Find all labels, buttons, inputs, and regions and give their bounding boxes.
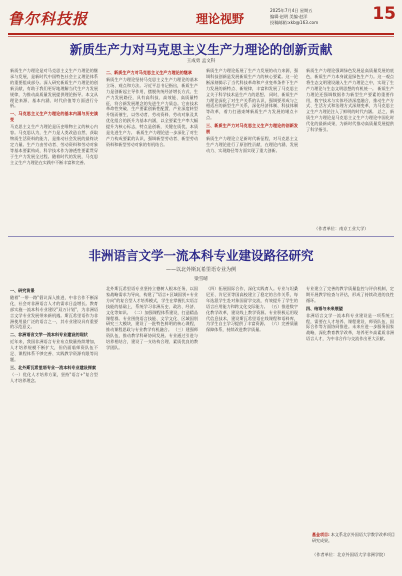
article2-paragraph: 北外斯瓦希里语专业坚持立德树人根本任务，以国家战略需求为导向，构建了"语言+区域国别+专业方向"的复合型人才培养模式，学生在掌握扎实语言技能的基础上，系统学习非洲历史、政治、经济、文化等知识。: [106, 286, 198, 315]
newspaper-brand: 鲁尔科技报: [8, 10, 89, 28]
masthead-rule-thin: [8, 36, 394, 37]
article2-paragraph: （四）拓展国际合作，深化实践育人。专业与坦桑尼亚、肯尼亚等国高校建立了稳定的合作关系，每年选派学生赴对象国留学交流，有效提升了学生的语言应用能力和跨文化交际能力。: [206, 286, 298, 309]
fund-text: 本文系北京外国语大学教学改革项目研究成果。: [312, 532, 395, 543]
article1-paragraph: 总之，新质生产力理论是马克思主义生产力理论中国化时代化的最新成果，为新时代推动高质量发展提供了科学指引。: [306, 109, 394, 133]
article2-paragraph: （一）优化人才培养方案，坚持"语言+"复合型人才培养理念。: [10, 371, 98, 383]
article1-headline: 新质生产力对马克思主义生产力理论的创新贡献: [69, 42, 333, 57]
article2-column-2: [106, 286, 198, 570]
article2-headline: 非洲语言文学一流本科专业建设路径研究: [88, 248, 314, 263]
article1-paragraph: 新质生产力理论强调绿色发展是高质量发展的底色，新质生产力本身就是绿色生产力。这一观点将生态文明建设融入生产力理论之中，实现了生产力理论与生态文明思想的有机统一。: [306, 68, 394, 91]
article1-paragraph: 马克思主义生产力理论是历史唯物主义的核心内容。马克思认为，生产力是人类改造自然、获取物质生活资料的能力，是推动社会发展的最终决定力量。生产力由劳动者、劳动资料和劳动对象等基本要素构成，科学技术作为渗透性要素贯穿于生产力发展全过程。随着时代的发展，马克思主义生产力理论在实践中不断丰富和完善。: [10, 124, 98, 165]
section-title: 理论视野: [196, 12, 245, 26]
article2-byline: 梁雪晴: [194, 277, 208, 282]
article1-column-2: [106, 68, 198, 228]
article2-paragraph: 随着"一带一路"倡议深入推进，中非合作不断深化，社会对非洲语言人才的需求日益增长。教育部实施一流本科专业建设"双万计划"，为非洲语言文学专业发展带来新机遇。斯瓦希里语作为非洲使用最广泛的语言之一，其专业建设具有重要的示范意义。: [10, 294, 98, 330]
article1-column-1: [10, 68, 98, 228]
article1-column-3: [206, 68, 298, 228]
issue-editors: 编辑·赵明 美编·赵洋: [270, 14, 308, 19]
article1-subheading-2: 二、新质生产力对马克思主义生产力理论的继承: [106, 70, 192, 75]
article2-column-4: [306, 286, 394, 528]
article2-subheading-2: 二、非洲语言文学一流本科专业建设的现状: [10, 332, 88, 338]
article2-paragraph: （五）推进数字化教学改革，建设线上教学资源。专业积极运用现代信息技术，建设斯瓦希里语在线课程和语料库，为学生自主学习提供了丰富资源。: [206, 303, 298, 327]
article2-fund-note: [312, 532, 398, 543]
masthead-rule: [8, 33, 394, 35]
article2-paragraph: 专业建立了完善的教学质量监控与评价机制，定期开展教学检查与评估，形成了持续改进的良性循环。: [306, 286, 394, 303]
article2-paragraph: （二）加强课程体系建设，打造精品课程群。专业围绕语言技能、文学文化、区域国别研究三大模块，建设了一批特色鲜明的核心课程，推动课程思政与专业教学有机融合。: [106, 309, 198, 333]
article2-paragraph: （六）完善质量保障体系，持续改进教学质量。: [206, 321, 298, 333]
article2-subheadline: ——以北外斯瓦希里语专业为例: [165, 267, 236, 273]
article1-author-note: （作者单位：南京工业大学）: [314, 226, 369, 231]
article1-column-4: [306, 68, 394, 222]
article-divider: [8, 236, 394, 237]
article1-subheading-3: 三、新质生产力对马克思主义生产力理论的创新发展: [206, 123, 298, 135]
article1-paragraph: 新质生产力理论立足新时代新征程，对马克思主义生产力理论进行了原创性贡献，在理论内涵、发展动力、实现路径等方面实现了重大创新。: [206, 135, 298, 153]
fund-label: 基金项目:: [312, 532, 330, 537]
article1-subheading-1: 一、马克思主义生产力理论的基本内涵与历史演变: [10, 111, 98, 123]
article1-paragraph: 新质生产力理论进一步深化了对生产力构成要素的认识，强调新型劳动者、新型劳动资料和新型劳动对象的有机结合。: [106, 130, 198, 147]
article1-paragraph: 同时，新质生产力理论深化了对生产关系的认识，强调要形成与之相适应的新型生产关系，深化经济体制、科技体制等改革，着力打通束缚新质生产力发展的堵点卡点。: [206, 91, 298, 121]
article1-paragraph: 新质生产力理论还强调数据作为新型生产要素的重要作用，数字技术与实体经济深度融合，推动生产方式、生活方式和治理方式深刻变革，为马克思主义生产力理论注入了鲜明的时代内涵。: [306, 85, 394, 115]
article2-paragraph: 非洲语言文学一流本科专业建设是一项系统工程，需要在人才培养、课程建设、师资队伍、国际合作等方面协同推进。未来应进一步服务国家战略，深化教育教学改革，培养更多高素质非洲语言人才，为中非合作与交流作出更大贡献。: [306, 312, 394, 342]
article2-paragraph: （三）建强师资队伍，推动教学科研协同发展。专业通过引进与培养相结合，建设了一支结构合理、素质优良的教学团队。: [106, 327, 198, 351]
issue-meta: [270, 8, 370, 26]
article2-column-3: [206, 286, 298, 570]
issue-contact: 投稿邮箱:xkb@163.com: [270, 20, 319, 25]
article1-paragraph: 新质生产力理论坚持马克思主义生产力理论的基本立场、观点和方法。习近平总书记指出，新质生产力是创新起主导作用，摆脱传统经济增长方式、生产力发展路径，具有高科技、高效能、高质量特征，符合新发展理念的先进生产力质态。它由技术革命性突破、生产要素创新性配置、产业深度转型升级而催生，以劳动者、劳动资料、劳动对象及其优化组合的跃升为基本内涵，以全要素生产率大幅提升为核心标志，特点是创新，关键在质优，本质是先进生产力。: [106, 76, 198, 136]
page-number: 15: [372, 4, 396, 24]
article2-author-note: （作者单位：北京外国语大学非洲学院）: [312, 552, 388, 557]
article2-column-1: [10, 286, 98, 570]
issue-date: 2025年7月4日 星期五: [270, 8, 313, 13]
article2-paragraph: 近年来，我国非洲语言专业布点数量持续增加，人才培养规模不断扩大，但仍面临师资队伍不足、课程体系不够完善、实践教学资源有限等问题。: [10, 339, 98, 362]
article2-subheading-4: 四、结语与未来展望: [306, 305, 343, 311]
article2-subheading-3: 三、北外斯瓦希里语专业一流本科专业建设探索: [10, 364, 96, 370]
article2-subheading-1: 一、研究背景: [10, 288, 35, 293]
masthead: [8, 6, 396, 34]
article1-byline: 王成勇 孟文科: [186, 59, 216, 64]
article1-intro: 新质生产力理论是对马克思主义生产力理论的继承与发展，是新时代中国特色社会主义理论体系的重要组成部分。深入研究新质生产力理论的创新贡献，有助于我们更好地理解当代生产力发展规律，为推动高质量发展提供理论指导。本文从理论来源、基本内涵、时代价值等方面进行分析。: [10, 68, 98, 109]
article1-paragraph: 新质生产力理论拓展了生产力发展的动力来源，强调科技创新是发展新质生产力的核心要素。这一论断深刻揭示了当代科技革命和产业变革条件下生产力发展的新特点、新规律，丰富和发展了马克思主义关于科学技术是生产力的思想。: [206, 68, 298, 97]
